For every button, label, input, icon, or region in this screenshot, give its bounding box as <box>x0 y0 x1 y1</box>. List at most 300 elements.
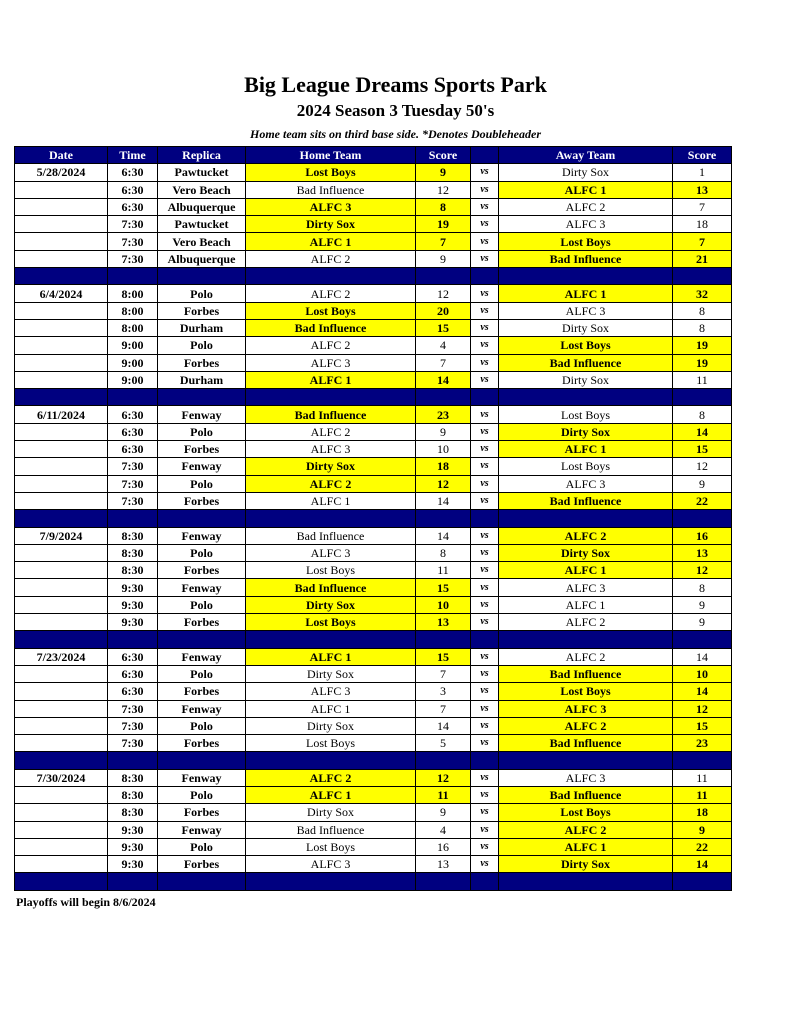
away-score: 7 <box>673 198 732 215</box>
header-time: Time <box>108 147 158 164</box>
home-score: 14 <box>416 492 471 509</box>
game-time: 6:30 <box>108 198 158 215</box>
header-away-team: Away Team <box>499 147 673 164</box>
away-score: 13 <box>673 544 732 561</box>
home-score: 12 <box>416 475 471 492</box>
home-team: Bad Influence <box>246 821 416 838</box>
vs-label: vs <box>471 786 499 803</box>
schedule-table <box>14 146 732 891</box>
game-date <box>15 302 108 319</box>
home-team: Bad Influence <box>246 579 416 596</box>
game-field: Polo <box>158 285 246 302</box>
away-team: ALFC 2 <box>499 717 673 734</box>
separator-cell <box>15 268 108 285</box>
game-field: Polo <box>158 665 246 682</box>
game-date <box>15 441 108 458</box>
game-time: 8:30 <box>108 769 158 786</box>
separator-cell <box>15 389 108 406</box>
away-score: 10 <box>673 665 732 682</box>
game-row <box>15 769 732 786</box>
away-score: 15 <box>673 717 732 734</box>
game-field: Forbes <box>158 804 246 821</box>
separator-cell <box>471 389 499 406</box>
game-date <box>15 821 108 838</box>
home-team: Bad Influence <box>246 406 416 423</box>
vs-label: vs <box>471 319 499 336</box>
game-date: 6/11/2024 <box>15 406 108 423</box>
game-field: Fenway <box>158 700 246 717</box>
game-field: Vero Beach <box>158 233 246 250</box>
away-score: 18 <box>673 216 732 233</box>
game-time: 7:30 <box>108 717 158 734</box>
away-score: 18 <box>673 804 732 821</box>
game-time: 8:00 <box>108 319 158 336</box>
game-row <box>15 786 732 803</box>
away-team: Dirty Sox <box>499 856 673 873</box>
away-team: Lost Boys <box>499 406 673 423</box>
vs-label: vs <box>471 614 499 631</box>
away-team: ALFC 3 <box>499 302 673 319</box>
game-field: Durham <box>158 371 246 388</box>
game-row <box>15 717 732 734</box>
game-row <box>15 596 732 613</box>
game-field: Forbes <box>158 683 246 700</box>
away-team: Bad Influence <box>499 250 673 267</box>
game-field: Polo <box>158 717 246 734</box>
separator-cell <box>246 268 416 285</box>
home-score: 9 <box>416 423 471 440</box>
away-team: ALFC 2 <box>499 821 673 838</box>
away-team: Dirty Sox <box>499 319 673 336</box>
away-team: ALFC 1 <box>499 285 673 302</box>
away-team: Dirty Sox <box>499 371 673 388</box>
separator-cell <box>471 268 499 285</box>
game-date <box>15 337 108 354</box>
away-score: 12 <box>673 458 732 475</box>
separator-row <box>15 631 732 648</box>
vs-label: vs <box>471 423 499 440</box>
home-team: ALFC 1 <box>246 371 416 388</box>
vs-label: vs <box>471 838 499 855</box>
game-field: Durham <box>158 319 246 336</box>
separator-cell <box>673 510 732 527</box>
vs-label: vs <box>471 198 499 215</box>
game-field: Polo <box>158 475 246 492</box>
separator-cell <box>673 873 732 890</box>
game-row <box>15 821 732 838</box>
away-score: 8 <box>673 302 732 319</box>
away-score: 14 <box>673 648 732 665</box>
home-score: 12 <box>416 285 471 302</box>
game-field: Pawtucket <box>158 164 246 181</box>
game-time: 7:30 <box>108 735 158 752</box>
vs-label: vs <box>471 735 499 752</box>
game-date <box>15 423 108 440</box>
vs-label: vs <box>471 233 499 250</box>
away-team: Lost Boys <box>499 683 673 700</box>
home-score: 7 <box>416 700 471 717</box>
game-time: 9:30 <box>108 838 158 855</box>
separator-cell <box>471 510 499 527</box>
game-field: Forbes <box>158 614 246 631</box>
away-team: ALFC 1 <box>499 181 673 198</box>
away-score: 15 <box>673 441 732 458</box>
separator-cell <box>15 752 108 769</box>
away-team: Dirty Sox <box>499 164 673 181</box>
game-date <box>15 492 108 509</box>
home-score: 14 <box>416 527 471 544</box>
game-time: 8:00 <box>108 285 158 302</box>
away-team: Lost Boys <box>499 233 673 250</box>
home-score: 9 <box>416 804 471 821</box>
game-row <box>15 250 732 267</box>
game-date <box>15 579 108 596</box>
vs-label: vs <box>471 596 499 613</box>
game-row <box>15 838 732 855</box>
separator-cell <box>673 752 732 769</box>
separator-cell <box>246 873 416 890</box>
game-field: Albuquerque <box>158 250 246 267</box>
game-row <box>15 164 732 181</box>
separator-row <box>15 510 732 527</box>
home-score: 15 <box>416 579 471 596</box>
game-row <box>15 233 732 250</box>
away-team: ALFC 3 <box>499 475 673 492</box>
game-field: Polo <box>158 596 246 613</box>
game-date <box>15 804 108 821</box>
away-score: 13 <box>673 181 732 198</box>
game-row <box>15 458 732 475</box>
game-date <box>15 544 108 561</box>
home-team: ALFC 2 <box>246 250 416 267</box>
away-score: 19 <box>673 354 732 371</box>
home-score: 15 <box>416 319 471 336</box>
separator-row <box>15 752 732 769</box>
home-score: 18 <box>416 458 471 475</box>
home-score: 23 <box>416 406 471 423</box>
separator-cell <box>15 873 108 890</box>
home-score: 7 <box>416 354 471 371</box>
vs-label: vs <box>471 769 499 786</box>
game-date <box>15 683 108 700</box>
away-team: Bad Influence <box>499 665 673 682</box>
game-field: Forbes <box>158 735 246 752</box>
home-team: ALFC 2 <box>246 423 416 440</box>
game-field: Forbes <box>158 562 246 579</box>
separator-cell <box>108 510 158 527</box>
vs-label: vs <box>471 665 499 682</box>
game-row <box>15 804 732 821</box>
playoffs-note: Playoffs will begin 8/6/2024 <box>16 895 156 909</box>
away-score: 32 <box>673 285 732 302</box>
game-field: Fenway <box>158 821 246 838</box>
away-team: ALFC 1 <box>499 441 673 458</box>
home-score: 11 <box>416 786 471 803</box>
vs-label: vs <box>471 458 499 475</box>
game-date <box>15 786 108 803</box>
away-team: Dirty Sox <box>499 544 673 561</box>
game-field: Forbes <box>158 354 246 371</box>
game-row <box>15 423 732 440</box>
home-team: ALFC 3 <box>246 198 416 215</box>
away-score: 22 <box>673 838 732 855</box>
game-time: 6:30 <box>108 648 158 665</box>
game-row <box>15 614 732 631</box>
game-time: 8:00 <box>108 302 158 319</box>
vs-label: vs <box>471 406 499 423</box>
home-score: 5 <box>416 735 471 752</box>
separator-cell <box>108 389 158 406</box>
vs-label: vs <box>471 371 499 388</box>
game-time: 6:30 <box>108 423 158 440</box>
separator-cell <box>158 510 246 527</box>
game-time: 9:30 <box>108 614 158 631</box>
vs-label: vs <box>471 216 499 233</box>
away-score: 9 <box>673 614 732 631</box>
away-score: 11 <box>673 786 732 803</box>
home-score: 9 <box>416 164 471 181</box>
game-date <box>15 700 108 717</box>
home-score: 8 <box>416 198 471 215</box>
game-row <box>15 562 732 579</box>
game-date <box>15 250 108 267</box>
header-date: Date <box>15 147 108 164</box>
away-team: Dirty Sox <box>499 423 673 440</box>
game-date <box>15 181 108 198</box>
home-score: 15 <box>416 648 471 665</box>
vs-label: vs <box>471 181 499 198</box>
game-date: 5/28/2024 <box>15 164 108 181</box>
vs-label: vs <box>471 544 499 561</box>
away-score: 12 <box>673 700 732 717</box>
home-team: Dirty Sox <box>246 216 416 233</box>
home-score: 8 <box>416 544 471 561</box>
home-team: Dirty Sox <box>246 804 416 821</box>
header-replica: Replica <box>158 147 246 164</box>
game-date <box>15 856 108 873</box>
home-score: 20 <box>416 302 471 319</box>
game-row <box>15 492 732 509</box>
home-team: ALFC 1 <box>246 648 416 665</box>
separator-cell <box>499 752 673 769</box>
game-date <box>15 665 108 682</box>
game-row <box>15 198 732 215</box>
game-time: 8:30 <box>108 804 158 821</box>
away-score: 8 <box>673 579 732 596</box>
game-time: 8:30 <box>108 527 158 544</box>
vs-label: vs <box>471 821 499 838</box>
home-team: Dirty Sox <box>246 458 416 475</box>
game-time: 7:30 <box>108 475 158 492</box>
game-time: 8:30 <box>108 544 158 561</box>
game-field: Forbes <box>158 492 246 509</box>
home-score: 7 <box>416 233 471 250</box>
home-score: 10 <box>416 596 471 613</box>
game-row <box>15 302 732 319</box>
away-team: Bad Influence <box>499 786 673 803</box>
separator-row <box>15 873 732 890</box>
away-score: 9 <box>673 475 732 492</box>
vs-label: vs <box>471 492 499 509</box>
game-date <box>15 614 108 631</box>
game-time: 7:30 <box>108 700 158 717</box>
home-score: 3 <box>416 683 471 700</box>
home-score: 12 <box>416 769 471 786</box>
header-home-team: Home Team <box>246 147 416 164</box>
vs-label: vs <box>471 562 499 579</box>
away-team: Lost Boys <box>499 804 673 821</box>
game-row <box>15 579 732 596</box>
game-row <box>15 475 732 492</box>
home-score: 10 <box>416 441 471 458</box>
away-score: 16 <box>673 527 732 544</box>
away-team: Bad Influence <box>499 492 673 509</box>
separator-row <box>15 389 732 406</box>
separator-cell <box>158 268 246 285</box>
away-score: 8 <box>673 319 732 336</box>
game-time: 6:30 <box>108 406 158 423</box>
home-team: ALFC 2 <box>246 475 416 492</box>
game-row <box>15 735 732 752</box>
away-team: ALFC 1 <box>499 596 673 613</box>
home-team: Lost Boys <box>246 614 416 631</box>
game-field: Vero Beach <box>158 181 246 198</box>
away-team: ALFC 1 <box>499 562 673 579</box>
page-title: Big League Dreams Sports Park <box>244 72 547 97</box>
game-date <box>15 562 108 579</box>
separator-cell <box>108 268 158 285</box>
separator-cell <box>246 631 416 648</box>
away-score: 9 <box>673 596 732 613</box>
separator-cell <box>673 389 732 406</box>
vs-label: vs <box>471 441 499 458</box>
game-time: 7:30 <box>108 492 158 509</box>
game-time: 7:30 <box>108 250 158 267</box>
away-team: ALFC 3 <box>499 216 673 233</box>
game-field: Forbes <box>158 441 246 458</box>
separator-cell <box>471 873 499 890</box>
game-date <box>15 838 108 855</box>
separator-cell <box>416 752 471 769</box>
home-team: ALFC 3 <box>246 856 416 873</box>
vs-label: vs <box>471 337 499 354</box>
game-date <box>15 371 108 388</box>
game-field: Fenway <box>158 527 246 544</box>
away-score: 19 <box>673 337 732 354</box>
separator-cell <box>108 631 158 648</box>
game-row <box>15 665 732 682</box>
game-field: Polo <box>158 838 246 855</box>
game-time: 6:30 <box>108 441 158 458</box>
separator-cell <box>158 873 246 890</box>
game-field: Polo <box>158 786 246 803</box>
separator-cell <box>673 631 732 648</box>
game-row <box>15 354 732 371</box>
header-vs <box>471 147 499 164</box>
separator-cell <box>499 510 673 527</box>
home-score: 14 <box>416 371 471 388</box>
separator-row <box>15 268 732 285</box>
vs-label: vs <box>471 683 499 700</box>
game-date: 6/4/2024 <box>15 285 108 302</box>
game-field: Polo <box>158 337 246 354</box>
vs-label: vs <box>471 856 499 873</box>
away-score: 9 <box>673 821 732 838</box>
header-home-score: Score <box>416 147 471 164</box>
game-time: 7:30 <box>108 458 158 475</box>
home-team: ALFC 1 <box>246 492 416 509</box>
separator-cell <box>673 268 732 285</box>
game-date <box>15 458 108 475</box>
game-row <box>15 544 732 561</box>
home-team: ALFC 2 <box>246 769 416 786</box>
away-team: Lost Boys <box>499 458 673 475</box>
vs-label: vs <box>471 285 499 302</box>
game-row <box>15 181 732 198</box>
away-score: 8 <box>673 406 732 423</box>
separator-cell <box>158 389 246 406</box>
game-time: 7:30 <box>108 216 158 233</box>
away-team: Bad Influence <box>499 354 673 371</box>
vs-label: vs <box>471 302 499 319</box>
game-date <box>15 475 108 492</box>
header-away-score: Score <box>673 147 732 164</box>
game-time: 9:30 <box>108 856 158 873</box>
game-field: Fenway <box>158 579 246 596</box>
home-team: ALFC 1 <box>246 233 416 250</box>
game-row <box>15 337 732 354</box>
game-time: 6:30 <box>108 665 158 682</box>
game-field: Polo <box>158 423 246 440</box>
away-score: 22 <box>673 492 732 509</box>
game-field: Pawtucket <box>158 216 246 233</box>
away-team: ALFC 1 <box>499 838 673 855</box>
game-field: Fenway <box>158 648 246 665</box>
header-row <box>15 147 732 164</box>
game-date <box>15 216 108 233</box>
game-date: 7/9/2024 <box>15 527 108 544</box>
home-team: Lost Boys <box>246 838 416 855</box>
home-team: ALFC 3 <box>246 683 416 700</box>
separator-cell <box>246 389 416 406</box>
home-team: ALFC 3 <box>246 354 416 371</box>
home-team: Lost Boys <box>246 562 416 579</box>
game-time: 9:30 <box>108 579 158 596</box>
separator-cell <box>15 510 108 527</box>
away-team: Bad Influence <box>499 735 673 752</box>
game-time: 9:00 <box>108 354 158 371</box>
game-time: 6:30 <box>108 683 158 700</box>
separator-cell <box>246 510 416 527</box>
game-date <box>15 233 108 250</box>
vs-label: vs <box>471 804 499 821</box>
home-team: Lost Boys <box>246 164 416 181</box>
away-team: ALFC 2 <box>499 198 673 215</box>
vs-label: vs <box>471 354 499 371</box>
game-time: 9:30 <box>108 821 158 838</box>
vs-label: vs <box>471 164 499 181</box>
game-row <box>15 319 732 336</box>
vs-label: vs <box>471 717 499 734</box>
home-team: ALFC 1 <box>246 786 416 803</box>
away-score: 14 <box>673 856 732 873</box>
away-score: 11 <box>673 371 732 388</box>
game-time: 6:30 <box>108 164 158 181</box>
separator-cell <box>471 631 499 648</box>
game-row <box>15 856 732 873</box>
game-row <box>15 700 732 717</box>
home-team: ALFC 3 <box>246 544 416 561</box>
